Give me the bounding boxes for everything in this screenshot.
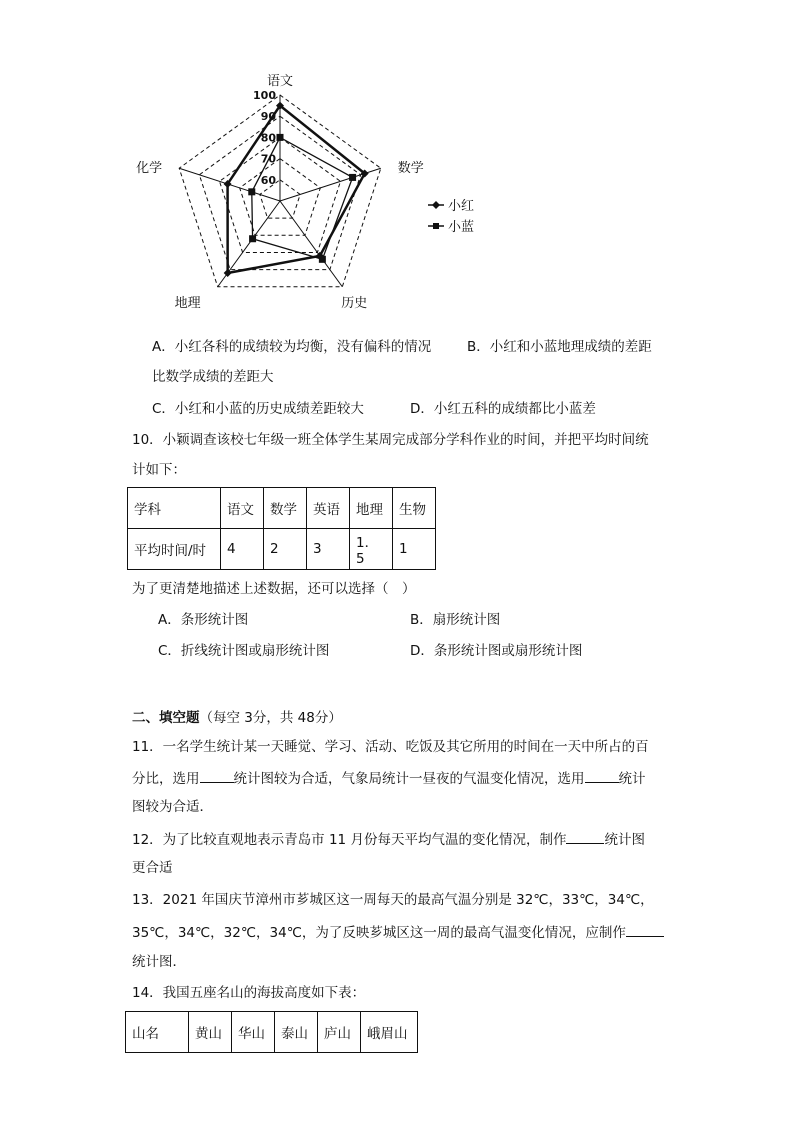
table-cell: 泰山 (275, 1012, 318, 1053)
radar-axis-line (280, 201, 342, 287)
q13-stem-end: 统计图． (132, 954, 186, 970)
axis-label: 历史 (341, 295, 368, 311)
q9-option-c: C．小红和小蓝的历史成绩差距较大 (152, 401, 364, 417)
q10-question: 为了更清楚地描述上述数据，还可以选择（ ） (132, 581, 416, 597)
q13-text: 35℃，34℃，32℃，34℃，为了反映芗城区这一周的最高气温变化情况，应制作 (132, 925, 626, 941)
table-cell: 语文 (221, 488, 264, 529)
q9-option-b: B．小红和小蓝地理成绩的差距 (467, 339, 652, 355)
data-point (248, 188, 255, 195)
q11-stem-cont (132, 768, 646, 788)
q12-text-a: 12．为了比较直观地表示青岛市 11 月份每天平均气温的变化情况，制作 (132, 832, 567, 848)
table-cell: 1 (393, 529, 436, 570)
answer-blank[interactable] (626, 922, 664, 937)
table-cell: 黄山 (189, 1012, 232, 1053)
legend-marker (433, 223, 439, 229)
section-heading (132, 709, 342, 727)
q9-option-b-cont: 比数学成绩的差距大 (152, 369, 274, 385)
answer-blank[interactable] (566, 829, 604, 844)
q9-option-a: A．小红各科的成绩较为均衡，没有偏科的情况 (152, 339, 432, 355)
q11-stem: 11．一名学生统计某一天睡觉、学习、活动、吃饭及其它所用的时间在一天中所占的百 (132, 739, 649, 755)
q10-option-a: A．条形统计图 (158, 612, 249, 628)
table-row (128, 529, 436, 570)
table-cell: 庐山 (318, 1012, 361, 1053)
q12-text-b: 统计图 (604, 832, 645, 848)
data-point (224, 269, 232, 277)
section-title: 二、填空题 (132, 710, 200, 726)
series-line (228, 106, 365, 273)
table-cell: 4 (221, 529, 264, 570)
table-cell: 生物 (393, 488, 436, 529)
answer-blank[interactable] (585, 768, 619, 783)
q9-option-d: D．小红五科的成绩都比小蓝差 (410, 401, 596, 417)
radar-grid (179, 95, 381, 287)
q10-stem: 10．小颖调查该校七年级一班全体学生某周完成部分学科作业的时间，并把平均时间统 (132, 432, 649, 448)
q11-text-a: 分比，选用 (132, 771, 200, 787)
q13-stem: 13．2021 年国庆节漳州市芗城区这一周每天的最高气温分别是 32℃，33℃，34℃， (132, 892, 654, 908)
table-row (128, 488, 436, 529)
table-cell: 数学 (264, 488, 307, 529)
tick-label: 80 (260, 131, 276, 145)
table-cell: 地理 (350, 488, 393, 529)
radar-legend (428, 199, 474, 235)
q10-option-d: D．条形统计图或扇形统计图 (410, 643, 583, 659)
table-cell: 山名 (126, 1012, 189, 1053)
data-point (277, 134, 284, 141)
table-row (126, 1012, 418, 1053)
tick-label: 90 (260, 110, 276, 124)
axis-label: 化学 (136, 161, 163, 177)
data-point (249, 235, 256, 242)
data-point (319, 256, 326, 263)
radar-chart (130, 68, 490, 318)
axis-label: 地理 (174, 295, 201, 311)
legend-marker (432, 201, 440, 209)
section-note: （每空 3分，共 48分） (199, 710, 342, 726)
q13-stem-cont (132, 922, 664, 942)
tick-label: 70 (260, 152, 276, 166)
axis-label: 语文 (266, 74, 294, 89)
q11-text-b: 统计图较为合适，气象局统计一昼夜的气温变化情况，选用 (233, 771, 585, 787)
q14-stem: 14．我国五座名山的海拔高度如下表： (132, 985, 366, 1001)
q11-text-c: 统计 (618, 771, 646, 787)
tick-label: 100 (253, 89, 276, 102)
q14-table (125, 1011, 418, 1053)
table-cell: 峨眉山 (361, 1012, 418, 1053)
q12-stem-cont: 更合适 (132, 860, 173, 876)
table-cell: 英语 (307, 488, 350, 529)
data-point (349, 174, 356, 181)
legend-label: 小红 (448, 199, 475, 214)
tick-label: 60 (260, 173, 276, 187)
legend-label: 小蓝 (448, 220, 475, 235)
q10-stem-cont: 计如下： (132, 462, 186, 478)
q12-stem (132, 829, 645, 849)
table-cell: 华山 (232, 1012, 275, 1053)
q10-option-b: B．扇形统计图 (410, 612, 501, 628)
q10-option-c: C．折线统计图或扇形统计图 (158, 643, 330, 659)
q10-table (127, 487, 436, 570)
table-cell: 1．5 (350, 529, 393, 570)
table-cell: 学科 (128, 488, 221, 529)
table-cell: 平均时间/时 (128, 529, 221, 570)
radar-ticks (253, 89, 276, 187)
axis-label: 数学 (397, 161, 424, 177)
q11-stem-end: 图较为合适． (132, 799, 213, 815)
table-cell: 2 (264, 529, 307, 570)
table-cell: 3 (307, 529, 350, 570)
answer-blank[interactable] (200, 768, 234, 783)
